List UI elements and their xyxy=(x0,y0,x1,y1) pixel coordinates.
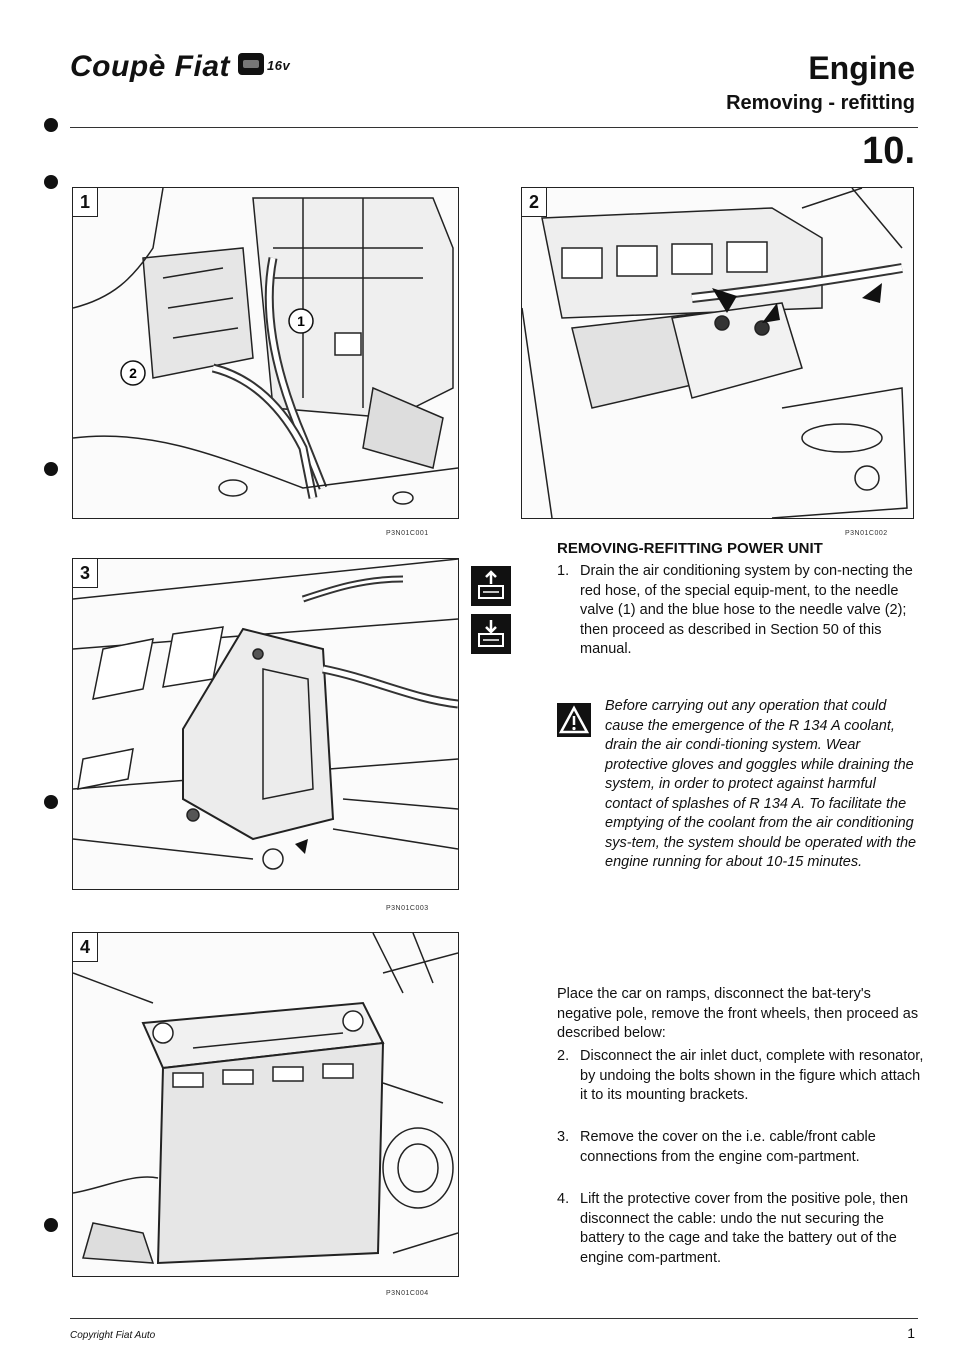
engine-badge-label: 16v xyxy=(267,57,291,73)
step-2-number: 2. xyxy=(557,1048,570,1064)
step-1-text: Drain the air conditioning system by con-necting the red hose, of the special equip-ment, to the needle valve (1) and the blue hose to the needle valve (2); then proceed as described in Section 50 of this manual. xyxy=(580,563,913,657)
step-4-number: 4. xyxy=(557,1191,570,1207)
step-1 xyxy=(557,562,925,660)
figure-3-code: P3N01C003 xyxy=(386,905,429,912)
step-4 xyxy=(557,1190,925,1268)
figure-1-number: 1 xyxy=(73,188,98,217)
figure-1-code: P3N01C001 xyxy=(386,530,429,537)
page-number: 10. xyxy=(862,130,915,172)
figure-3-illustration xyxy=(73,559,458,889)
subsection-title: Removing - refitting xyxy=(726,92,915,114)
figure-2 xyxy=(521,187,914,519)
warning-text: Before carrying out any operation that could cause the emergence of the R 134 A coolant, drain the air condi-tioning system. Wear protective gloves and goggles while draining the system, in order to protect against harmful contact of splashes of R 134 A. To facilitate the emptying of the coolant from the air conditioning sys-tem, the system should be operated with the engine running for about 10-15 minutes. xyxy=(605,698,917,870)
engine-badge-icon xyxy=(238,53,264,75)
figure-4-illustration xyxy=(73,933,458,1276)
section-title: Engine xyxy=(808,50,915,86)
figure-4 xyxy=(72,932,459,1277)
figure-1-callout-2: 2 xyxy=(129,365,137,381)
brand-title: Coupè Fiat 16v xyxy=(70,50,291,83)
binding-dot-icon xyxy=(44,118,58,132)
figure-2-illustration xyxy=(522,188,913,518)
figure-3 xyxy=(72,558,459,890)
footer-page-number: 1 xyxy=(907,1325,915,1341)
figure-1-callout-1: 1 xyxy=(297,313,305,329)
tool-refit-icon xyxy=(471,614,511,654)
step-2-text: Disconnect the air inlet duct, complete with resonator, by undoing the bolts shown in the figure which attach it to its mounting brackets. xyxy=(580,1048,924,1103)
step-2 xyxy=(557,1047,925,1106)
figure-1 xyxy=(72,187,459,519)
header-rule xyxy=(70,127,918,128)
footer-rule xyxy=(70,1318,918,1319)
figure-2-code: P3N01C002 xyxy=(845,530,888,537)
figure-1-illustration xyxy=(73,188,458,518)
binding-dot-icon xyxy=(44,1218,58,1232)
figure-3-number: 3 xyxy=(73,559,98,588)
section-heading: REMOVING-REFITTING POWER UNIT xyxy=(557,540,823,557)
intro-paragraph: Place the car on ramps, disconnect the bat-tery's negative pole, remove the front wheels, then proceed as described below: xyxy=(557,986,919,1041)
figure-4-number: 4 xyxy=(73,933,98,962)
binding-dot-icon xyxy=(44,175,58,189)
step-3-number: 3. xyxy=(557,1129,570,1145)
tool-removal-icon xyxy=(471,566,511,606)
binding-dot-icon xyxy=(44,795,58,809)
figure-4-code: P3N01C004 xyxy=(386,1290,429,1297)
step-1-number: 1. xyxy=(557,563,570,579)
warning-icon xyxy=(557,703,591,737)
step-3-text: Remove the cover on the i.e. cable/front cable connections from the engine com-partment. xyxy=(580,1129,876,1165)
step-4-text: Lift the protective cover from the positive pole, then disconnect the cable: undo the nut securing the battery to the cage and take the battery out of the engine com-partment. xyxy=(580,1191,909,1266)
step-3 xyxy=(557,1128,925,1167)
binding-dot-icon xyxy=(44,462,58,476)
figure-2-number: 2 xyxy=(522,188,547,217)
footer-copyright: Copyright Fiat Auto xyxy=(70,1330,156,1341)
